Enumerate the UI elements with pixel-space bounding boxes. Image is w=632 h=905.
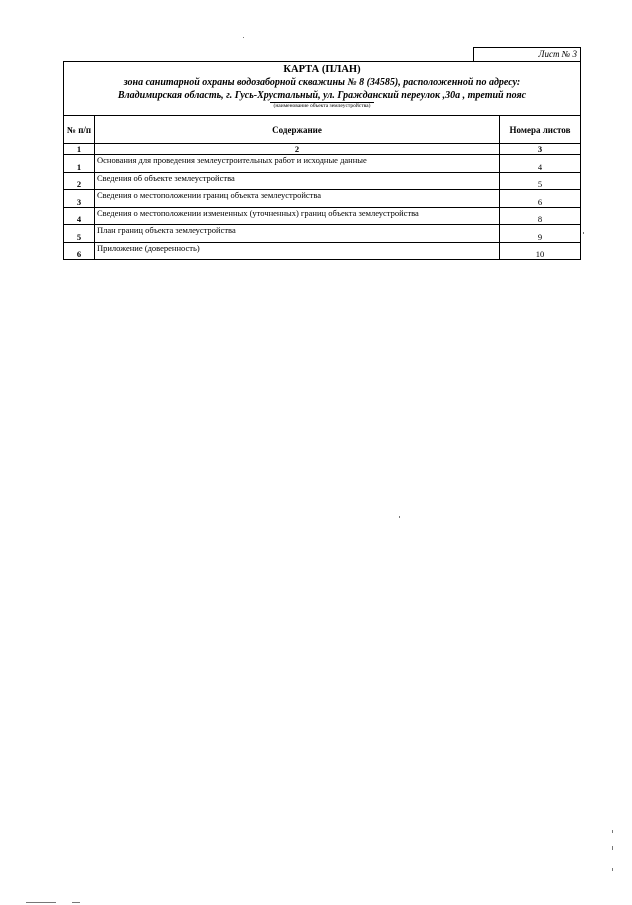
row-pages: 6 — [500, 190, 581, 208]
scan-speck — [612, 868, 613, 871]
sheet-number: Лист № 3 — [473, 47, 581, 61]
row-num: 4 — [64, 207, 95, 225]
row-num: 3 — [64, 190, 95, 208]
row-content: Сведения о местоположении границ объекта землеустройства — [95, 190, 500, 208]
row-num: 2 — [64, 172, 95, 190]
document-header — [63, 61, 581, 116]
scan-speck — [612, 830, 613, 833]
row-content: Сведения о местоположении измененных (уточненных) границ объекта землеустройства — [95, 207, 500, 225]
table-row — [64, 225, 581, 243]
table-index-row — [64, 144, 581, 155]
table-row — [64, 242, 581, 260]
row-pages: 8 — [500, 207, 581, 225]
scan-speck — [583, 232, 584, 234]
scan-line — [26, 902, 56, 903]
row-content: План границ объекта землеустройства — [95, 225, 500, 243]
row-content: Сведения об объекте землеустройства — [95, 172, 500, 190]
row-pages: 4 — [500, 155, 581, 173]
row-num: 6 — [64, 242, 95, 260]
scan-line — [72, 902, 80, 903]
header-num: № п/п — [64, 116, 95, 144]
row-num: 1 — [64, 155, 95, 173]
header-pages: Номера листов — [500, 116, 581, 144]
table-row — [64, 207, 581, 225]
object-caption-text: (наименование объекта землеустройства) — [270, 102, 375, 109]
row-pages: 5 — [500, 172, 581, 190]
scan-speck — [399, 516, 400, 518]
scan-speck — [243, 37, 244, 38]
index-content: 2 — [95, 144, 500, 155]
row-pages: 10 — [500, 242, 581, 260]
index-pages: 3 — [500, 144, 581, 155]
header-content: Содержание — [95, 116, 500, 144]
row-content: Основания для проведения землеустроительных работ и исходные данные — [95, 155, 500, 173]
object-caption — [64, 103, 580, 110]
row-pages: 9 — [500, 225, 581, 243]
object-description-line1: зона санитарной охраны водозаборной скважины № 8 (34585), расположенной по адресу: — [123, 77, 521, 88]
table-row — [64, 190, 581, 208]
row-num: 5 — [64, 225, 95, 243]
scan-speck — [612, 846, 613, 850]
table-header-row — [64, 116, 581, 144]
table-row — [64, 155, 581, 173]
document-title: КАРТА (ПЛАН) — [283, 64, 361, 75]
row-content: Приложение (доверенность) — [95, 242, 500, 260]
index-num: 1 — [64, 144, 95, 155]
contents-table — [63, 115, 581, 260]
object-description-line2: Владимирская область, г. Гусь-Хрустальный, ул. Гражданский переулок ,30а , третий пояс — [117, 90, 527, 101]
table-row — [64, 172, 581, 190]
